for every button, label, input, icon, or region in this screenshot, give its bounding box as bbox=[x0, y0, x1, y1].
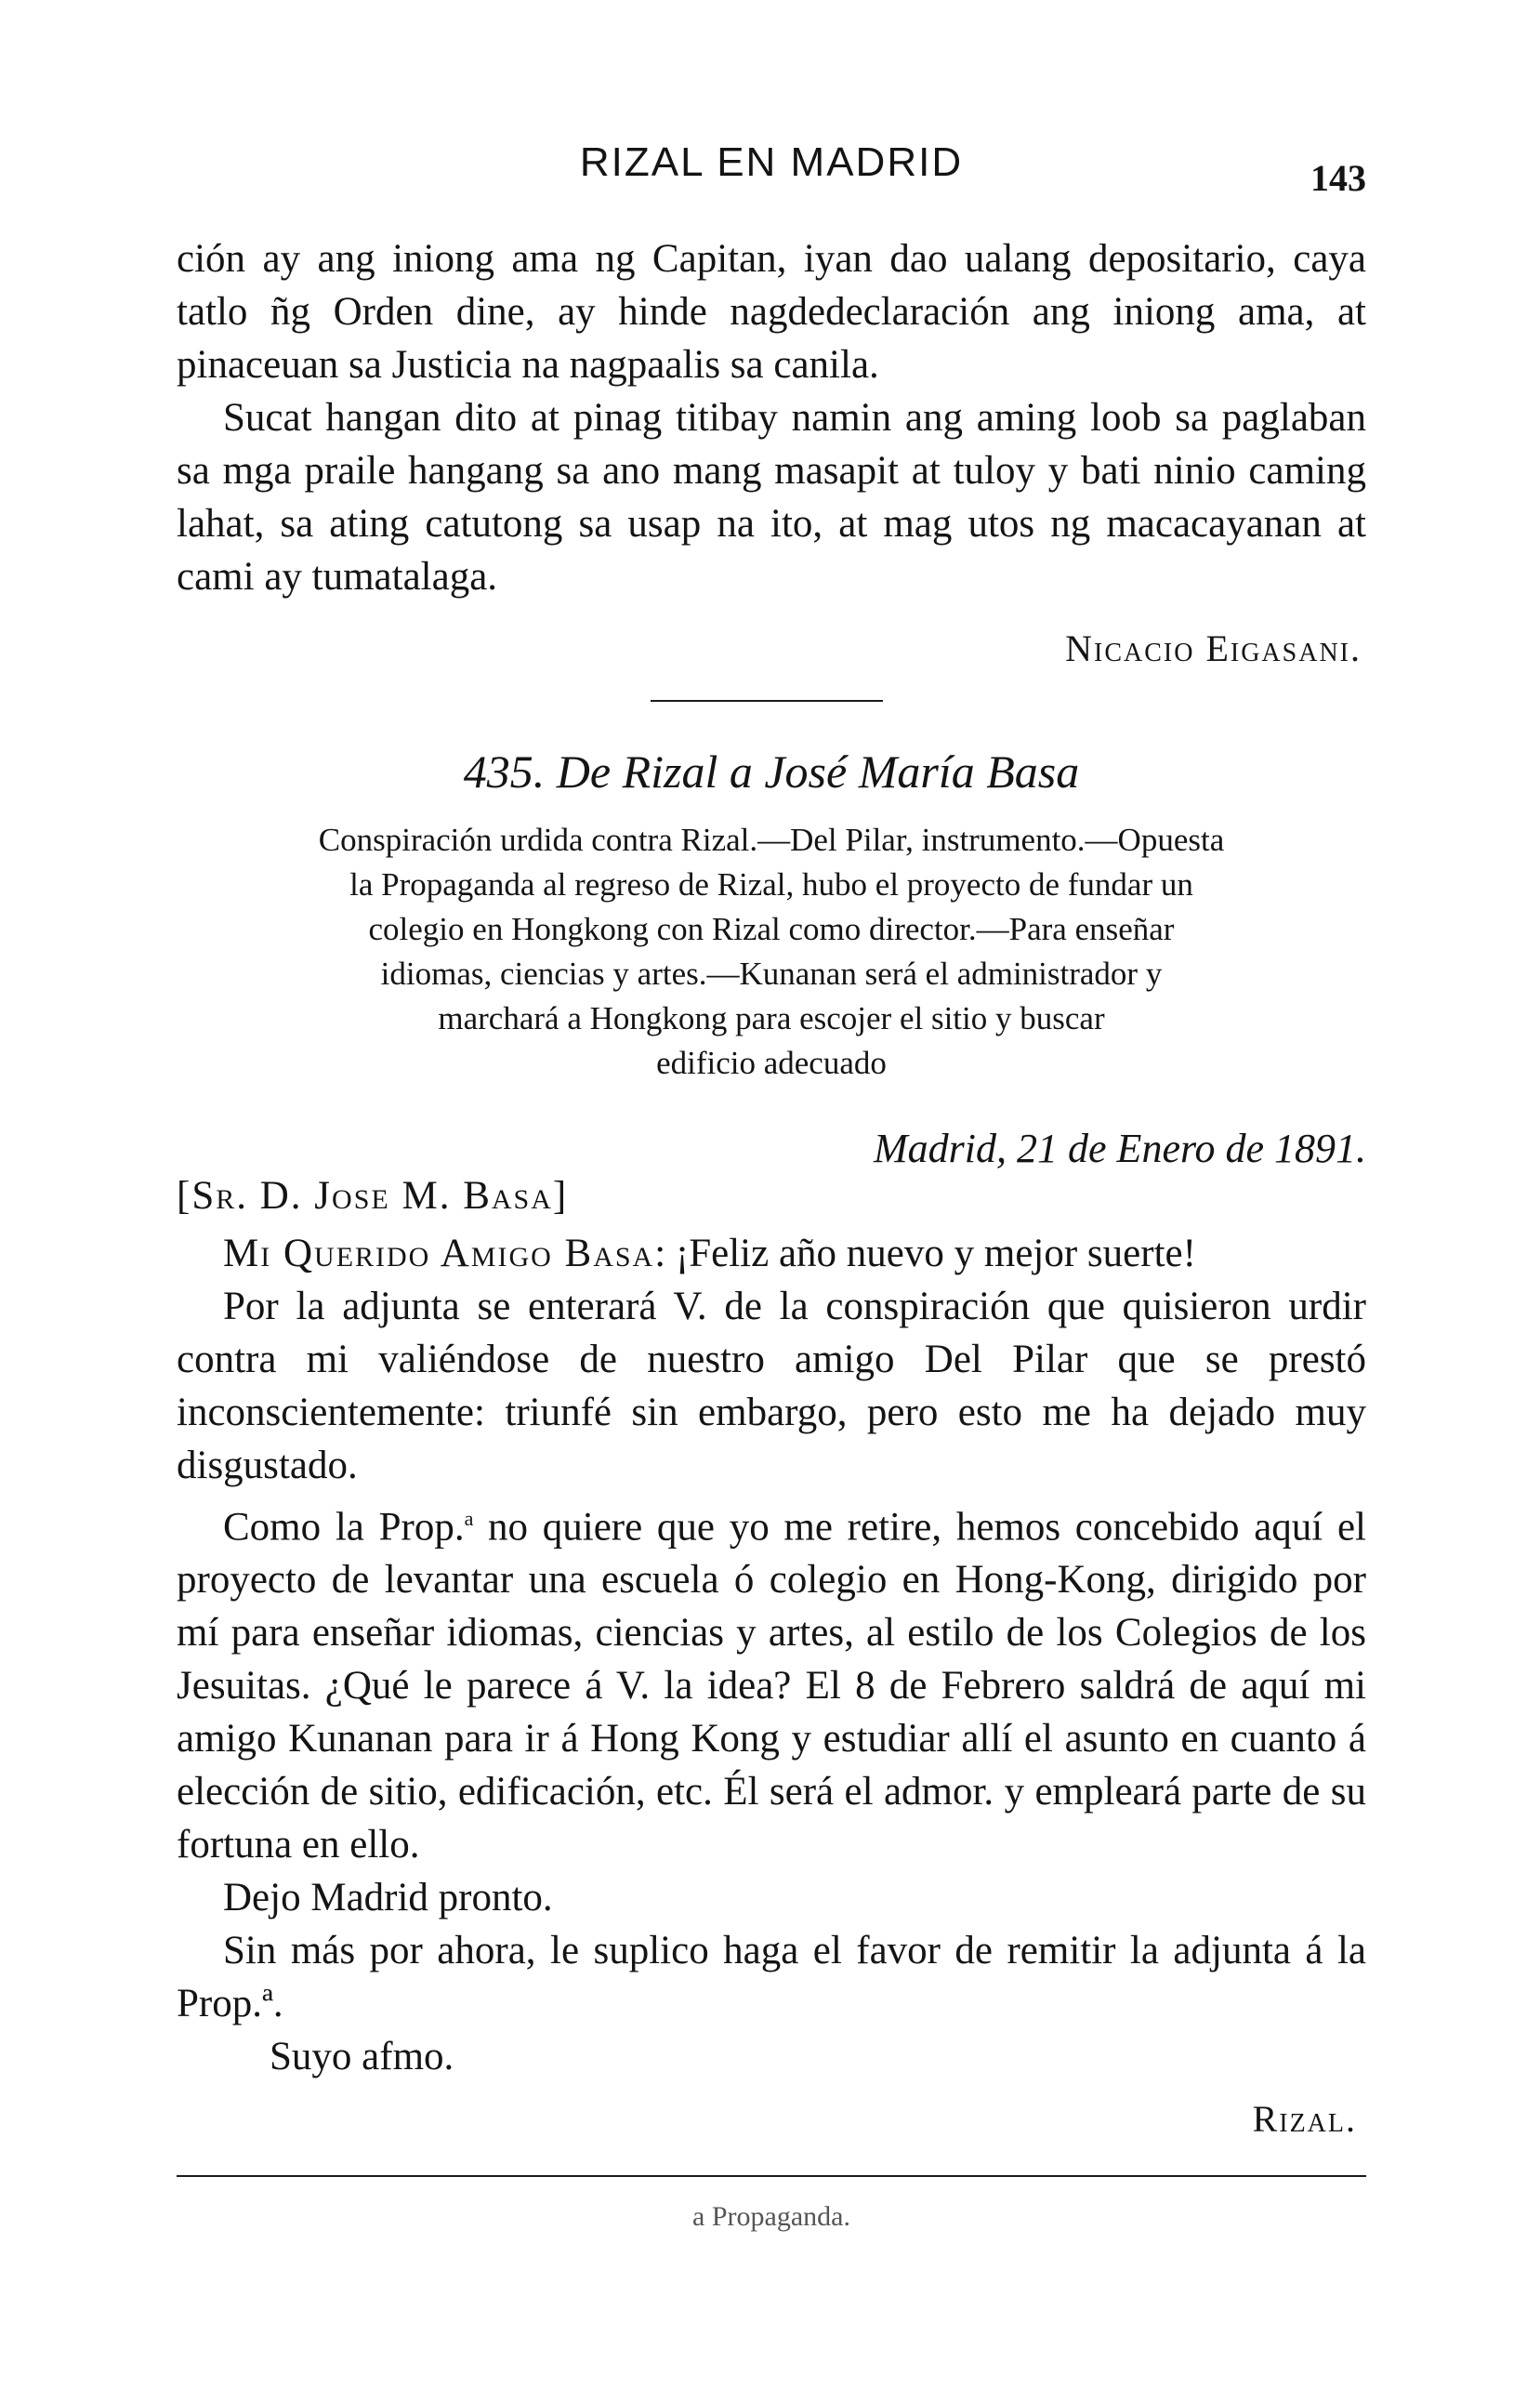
running-head-title: RIZAL EN MADRID bbox=[579, 139, 964, 185]
signature-eigasani: Nicacio Eigasani. bbox=[1065, 627, 1362, 669]
summary-line: colegio en Hongkong con Rizal como director.—Para enseñar bbox=[368, 911, 1175, 947]
text-run: no quiere que yo me retire, hemos concebido aquí el proyecto de levantar una escuela ó colegio en Hong-Kong, dirigido por mí para enseñar idiomas, ciencias y artes, al estilo de los Colegios de los Jesuitas. ¿Qué le parece á V. la idea? El 8 de Febrero saldrá de aquí mi amigo Kunanan para ir á Hong Kong y estudiar allí el asunto en cuanto á elección de sitio, edificación, etc. Él será el admor. y empleará parte de su fortuna en ello. bbox=[177, 1505, 1366, 1867]
paragraph: Por la adjunta se enterará V. de la conspiración que quisieron urdir contra mi valiéndose de nuestro amigo Del Pilar que se prestó inconscientemente: triunfé sin embargo, pero esto me ha dejado muy disgustado. bbox=[177, 1285, 1366, 1487]
page-number: 143 bbox=[1310, 157, 1366, 199]
section-divider bbox=[651, 700, 883, 702]
letter-summary bbox=[177, 818, 1366, 1086]
paragraph bbox=[177, 1492, 1366, 1871]
summary-line: idiomas, ciencias y artes.—Kunanan será el administrador y bbox=[380, 956, 1163, 992]
footnote-marker: a bbox=[464, 1507, 474, 1530]
footnote: a Propaganda. bbox=[692, 2201, 850, 2232]
signature-rizal: Rizal. bbox=[1252, 2098, 1357, 2141]
dateline: Madrid, 21 de Enero de 1891. bbox=[874, 1126, 1366, 1171]
salutation bbox=[177, 1227, 1366, 1280]
summary-line: edificio adecuado bbox=[656, 1045, 887, 1081]
text-run: Como la Prop. bbox=[223, 1505, 465, 1550]
running-head bbox=[177, 139, 1366, 204]
paragraph: Sucat hangan dito at pinag titibay namin ang aming loob sa paglaban sa mga praile hangang sa ano mang masapit at tuloy y bati ninio caming lahat, sa ating catutong sa usap na ito, at mag utos ng macacayanan at cami ay tumatalaga. bbox=[177, 396, 1366, 599]
salutation-rest: : ¡Feliz año nuevo y mejor suerte! bbox=[654, 1232, 1196, 1275]
addressee: [Sr. D. Jose M. Basa] bbox=[177, 1174, 569, 1218]
footnote-rule bbox=[177, 2175, 1366, 2177]
paragraph: Sin más por ahora, le suplico haga el favor de remitir la adjunta á la Prop.ª. bbox=[177, 1929, 1366, 2026]
summary-line: Conspiración urdida contra Rizal.—Del Pilar, instrumento.—Opuesta bbox=[318, 822, 1225, 858]
summary-line: marchará a Hongkong para escojer el sitio y buscar bbox=[438, 1000, 1105, 1036]
summary-line: la Propaganda al regreso de Rizal, hubo el proyecto de fundar un bbox=[349, 866, 1193, 903]
letter-heading: 435. De Rizal a José María Basa bbox=[463, 745, 1080, 798]
salutation-name: Mi Querido Amigo Basa bbox=[223, 1232, 655, 1275]
letter-body bbox=[177, 1227, 1366, 2145]
closing: Suyo afmo. bbox=[270, 2035, 454, 2079]
paragraph: Dejo Madrid pronto. bbox=[223, 1876, 553, 1920]
paragraph: ción ay ang iniong ama ng Capitan, iyan dao ualang depositario, caya tatlo ñg Orden dine, ay hinde nagdedeclaración ang iniong ama, at pinaceuan sa Justicia na nagpaalis sa canila. bbox=[177, 237, 1366, 387]
previous-letter-end bbox=[177, 232, 1366, 675]
